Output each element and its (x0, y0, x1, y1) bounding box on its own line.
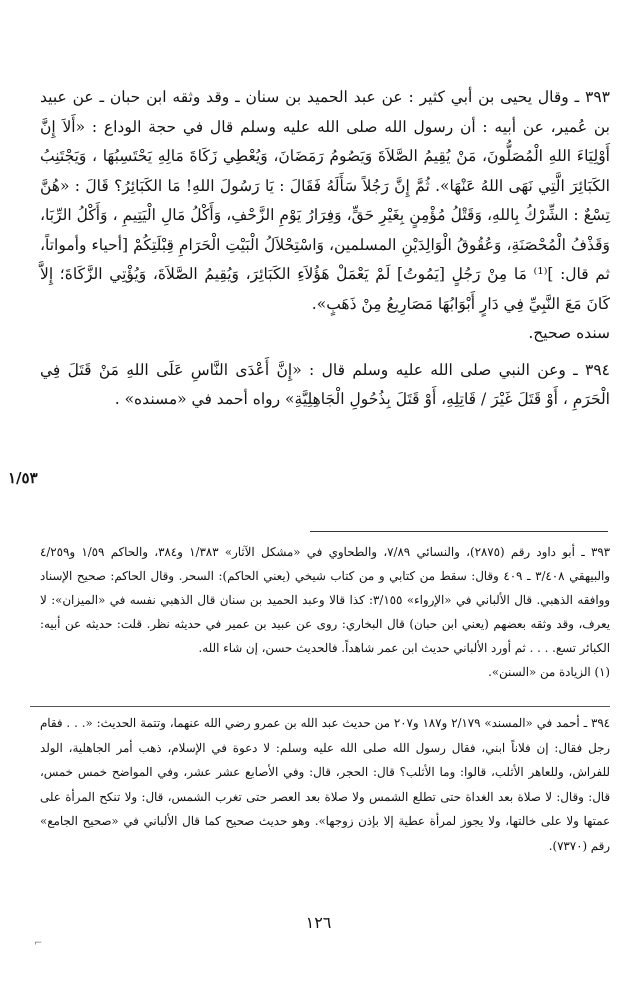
hadith-393: ٣٩٣ ـ وقال يحيى بن أبي كثير : عن عبد الحميد بن سنان ـ وقد وثقه ابن حبان ـ عن عبيد بن عُمير، عن أبيه : أن رسول الله صلى الله عليه وسلم قال في حجة الوداع : «أَلاَ إِنَّ أَوْلِيَاءَ اللهِ الْمُصَلُّونَ، مَنْ يُقِيمُ الصَّلاَةَ وَيَصُومُ رَمَضَانَ، وَيُعْطِي زَكَاةَ مَالِهِ يَحْتَسِبُهَا ، وَيَجْتَنِبُ الكَبَائِرَ الَّتِي نَهَى اللهُ عَنْهَا». ثُمَّ إِنَّ رَجُلاً سَأَلَهُ فَقَالَ : يَا رَسُولَ اللهِ! مَا الكَبَائِرُ؟ قَالَ : «هُنَّ تِسْعٌ : الشِّرْكُ بِاللهِ، وَقَتْلُ مُؤْمِنٍ بِغَيْرِ حَقٍّ، وَفِرَارُ يَوْمِ الزَّحْفِ، وَأَكْلُ مَالِ الْيَتِيمِ ، وَأَكْلُ الرِّبَا، وَقَذْفُ الْمُحْصَنَةِ، وَعُقُوقُ الْوَالِدَيْنِ المسلمين، وَاسْتِحْلاَلُ الْبَيْتِ الْحَرَامِ قِبْلَتِكُمْ [أحياء وأمواتاً، ثم قال: ]⁽¹⁾ مَا مِنْ رَجُلٍ [يَمُوتُ] لَمْ يَعْمَلْ هَؤُلاَءِ الكَبَائِرَ، وَيُقِيمُ الصَّلاَةَ، وَيُؤْتِي الزَّكَاةَ؛ إِلاَّ كَانَ مَعَ النَّبِيِّ فِي دَارٍ أَبْوَابُهَا مَصَارِيعُ مِنْ ذَهَبٍ». (40, 88, 610, 313)
footnotes-393 (40, 540, 610, 684)
corner-mark: ⌐ (34, 938, 43, 949)
main-text-block (40, 83, 610, 415)
footnote-393: ٣٩٣ ـ أبو داود رقم (٢٨٧٥)، والنسائي ٧/٨٩، والطحاوي في «مشكل الآثار» ١/٣٨٣ و٣٨٤، والحاكم ١/٥٩ و٤/٢٥٩ والبيهقي ٣/٤٠٨ ـ ٤٠٩ وقال: سقط من كتابي و من كتاب شيخي (يعني الحاكم): السحر. وقال الحاكم: صحيح الإسناد ووافقه الذهبي. قال الألباني في «الإرواء» ٣/١٥٥: كذا قالا وعبد الحميد بن سنان قال الذهبي نفسه في «الميزان»: لا يعرف، وقد وثقه بعضهم (يعني ابن حبان) قال البخاري: روى عن عبيد بن عمير في حديثه نظر. قلت: حديثه عن أبيه: الكبائر تسع. . . . ثم أورد الألباني حديث ابن عمر شاهداً. فالحديث حسن، إن شاء الله. (40, 545, 611, 655)
sanad-note: سنده صحيح. (528, 324, 610, 342)
footnote-separator (30, 706, 610, 707)
footnote-1: (١) الزيادة من «السنن». (488, 665, 610, 679)
footnote-divider (310, 531, 608, 532)
margin-reference: ١/٥٣ (8, 469, 38, 487)
hadith-394: ٣٩٤ ـ وعن النبي صلى الله عليه وسلم قال : «إِنَّ أَعْدَى النَّاسِ عَلَى اللهِ مَنْ قَتَلَ فِي الْحَرَمِ ، أَوْ قَتَلَ غَيْرَ / قَاتِلِهِ، أَوْ قَتَلَ بِذُحُولِ الْجَاهِلِيَّةِ» رواه أحمد في «مسنده» . (40, 360, 610, 408)
footnotes-394 (40, 711, 610, 858)
page-number: ١٢٦ (305, 913, 332, 932)
footnote-394: ٣٩٤ ـ أحمد في «المسند» ٢/١٧٩ و١٨٧ و٢٠٧ من حديث عبد الله بن عمرو رضي الله عنهما، وتتمة الحديث: «. . . فقام رجل فقال: إن فلاناً ابني، فقال رسول الله صلى الله عليه وسلم: لا دعوة في الإسلام، ذهب أمر الجاهلية، الولد للفراش، وللعاهر الأثلب، قالوا: وما الأثلب؟ قال: الحجر، قال: وفي الأصابع عشر عشر، وفي المواضح خمس خمس، قال: وقال: لا صلاة بعد الغداة حتى تطلع الشمس ولا صلاة بعد العصر حتى تغرب الشمس، قال: ولا تنكح المرأة على عمتها ولا على خالتها، ولا يجوز لمرأة عطية إلا بإذن زوجها». وهو حديث صحيح كما قال الألباني في «صحيح الجامع» رقم (٧٣٧٠). (40, 716, 610, 853)
